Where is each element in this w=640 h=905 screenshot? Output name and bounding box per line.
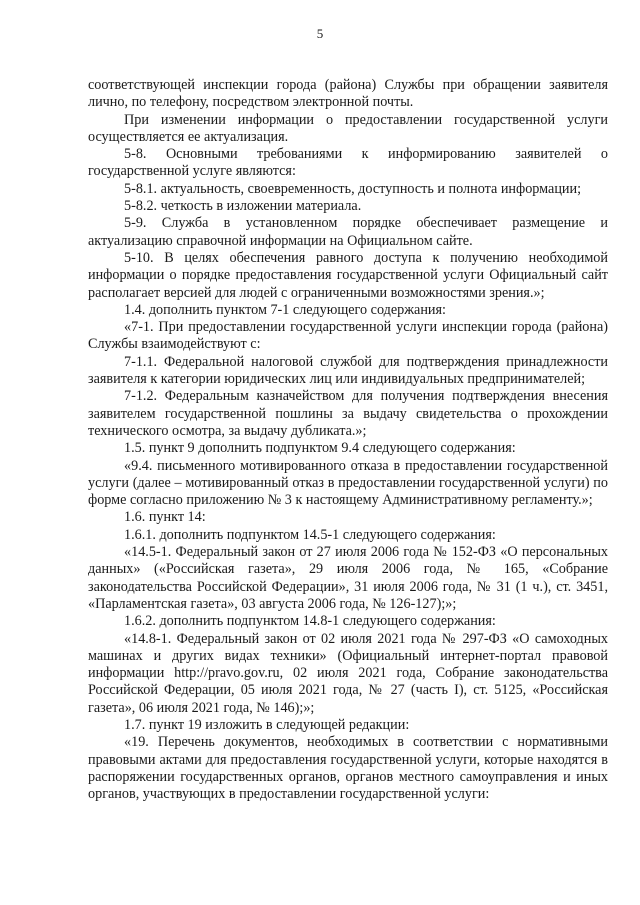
paragraph: «14.8-1. Федеральный закон от 02 июля 2021 года № 297-ФЗ «О самоходных машинах и других видах техники» (Официальный интернет-портал правовой информации http://pravo.gov.ru, 02 июля 2021 года, Собрание законодательства Российской Федерации, 05 июля 2021 года, № 27 (часть I), ст. 5125, «Российская газета», 06 июля 2021 года, № 146);»; bbox=[88, 630, 608, 716]
paragraph: 5-10. В целях обеспечения равного доступа к получению необходимой информации о порядке предоставления государственной услуги Официальный сайт располагает версией для людей с ограниченными возможностями зрения.»; bbox=[88, 249, 608, 301]
page-number: 5 bbox=[316, 26, 324, 41]
paragraph: «14.5-1. Федеральный закон от 27 июля 2006 года № 152-ФЗ «О персональных данных» («Российская газета», 29 июля 2006 года, № 165, «Собрание законодательства Российской Федерации», 31 июля 2006 года, № 31 (1 ч.), ст. 3451, «Парламентская газета», 03 августа 2006 года, № 126-127);»; bbox=[88, 544, 608, 612]
paragraph: 1.6.2. дополнить подпунктом 14.8-1 следующего содержания: bbox=[124, 613, 496, 630]
paragraph: 5-8. Основными требованиями к информированию заявителей о государственной услуге являются: bbox=[88, 146, 608, 180]
paragraph: 5-8.2. четкость в изложении материала. bbox=[124, 198, 362, 215]
paragraph: 1.6. пункт 14: bbox=[124, 509, 206, 526]
paragraph: 7-1.1. Федеральной налоговой службой для подтверждения принадлежности заявителя к категории юридических лиц или индивидуальных предпринимателей; bbox=[88, 353, 608, 388]
paragraph: 1.7. пункт 19 изложить в следующей редакции: bbox=[124, 716, 410, 733]
paragraph: 1.6.1. дополнить подпунктом 14.5-1 следующего содержания: bbox=[124, 526, 496, 543]
paragraph: При изменении информации о предоставлении государственной услуги осуществляется ее актуализация. bbox=[88, 111, 608, 145]
paragraph: 1.4. дополнить пунктом 7-1 следующего содержания: bbox=[124, 301, 446, 318]
paragraph: соответствующей инспекции города (района) Службы при обращении заявителя лично, по телефону, посредством электронной почты. bbox=[88, 77, 608, 111]
paragraph: «19. Перечень документов, необходимых в соответствии с нормативными правовыми актами для предоставления государственной услуги, которые находятся в распоряжении государственных органов, органов местного самоуправления и иных органов, участвующих в предоставлении государственной услуги: bbox=[88, 734, 608, 803]
paragraph: 7-1.2. Федеральным казначейством для получения подтверждения внесения заявителем государственной пошлины за выдачу свидетельства о прохождении технического осмотра, за выдачу дубликата.»; bbox=[88, 388, 608, 439]
paragraph: «7-1. При предоставлении государственной услуги инспекции города (района) Службы взаимодействуют с: bbox=[88, 319, 608, 353]
paragraph: 1.5. пункт 9 дополнить подпунктом 9.4 следующего содержания: bbox=[124, 440, 516, 457]
paragraph: «9.4. письменного мотивированного отказа в предоставлении государственной услуги (далее – мотивированный отказ в предоставлении государственной услуги) по форме согласно приложению № 3 к настоящему Административному регламенту.»; bbox=[88, 457, 608, 509]
paragraph: 5-8.1. актуальность, своевременность, доступность и полнота информации; bbox=[124, 180, 582, 197]
paragraph: 5-9. Служба в установленном порядке обеспечивает размещение и актуализацию справочной информации на Официальном сайте. bbox=[88, 215, 608, 249]
document-body bbox=[88, 77, 608, 803]
